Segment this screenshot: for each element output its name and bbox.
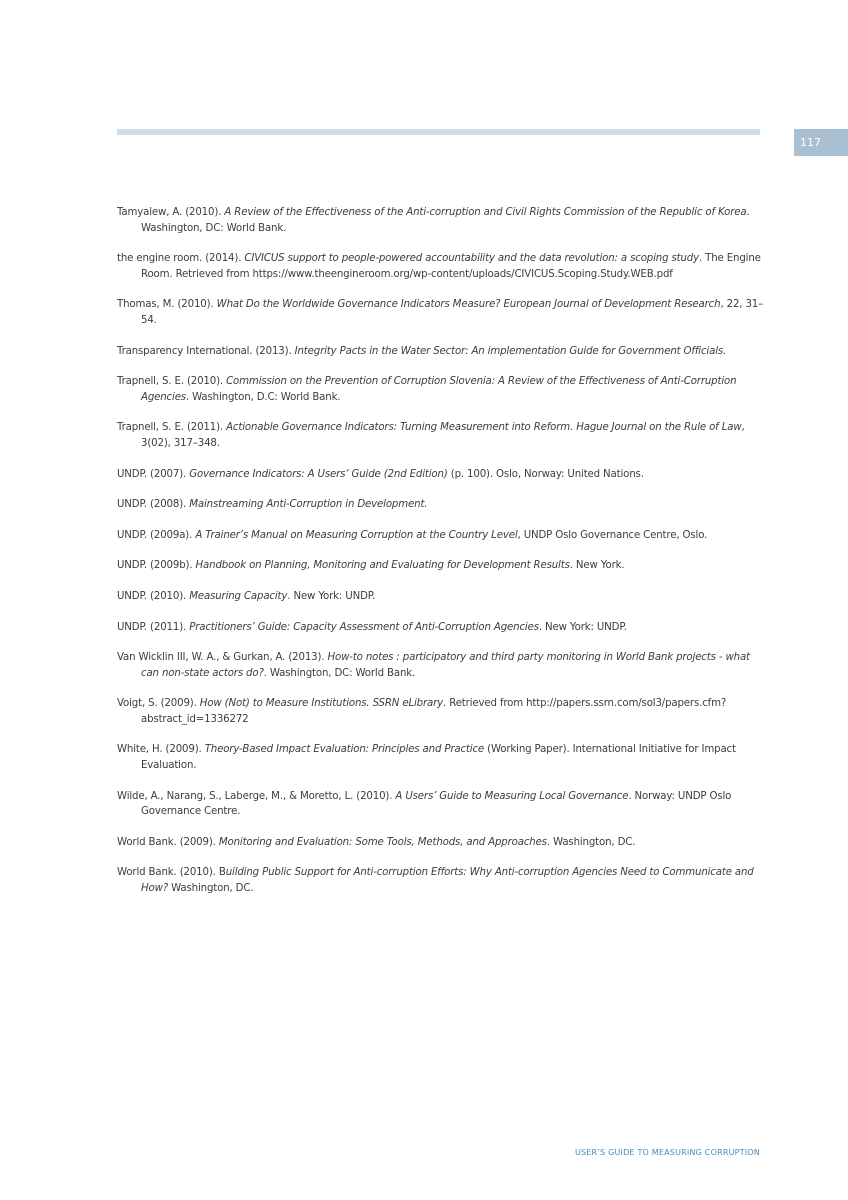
reference-lead: UNDP. (2008).	[117, 499, 190, 511]
reference-tail: . Washington, DC: World Bank.	[141, 207, 750, 234]
reference-item	[117, 344, 767, 360]
reference-tail: , UNDP Oslo Governance Centre, Oslo.	[517, 529, 708, 541]
reference-title: Measuring Capacity	[189, 590, 288, 602]
reference-item	[117, 835, 767, 851]
reference-tail: , 22, 31–54.	[141, 299, 764, 326]
reference-title: A Trainer’s Manual on Measuring Corruption at the Country Level	[195, 529, 518, 541]
reference-item	[117, 589, 767, 605]
reference-item	[117, 696, 767, 727]
reference-item	[117, 620, 767, 636]
page-number-tab	[794, 129, 848, 156]
reference-title: Mainstreaming Anti-Corruption in Development.	[189, 499, 428, 511]
reference-lead: UNDP. (2011).	[117, 621, 190, 633]
reference-tail: . New York.	[569, 560, 625, 572]
reference-lead: Transparency International. (2013).	[117, 345, 295, 357]
reference-tail: Washington, DC.	[168, 883, 254, 895]
reference-tail: , 3(02), 317–348.	[141, 422, 745, 449]
reference-item	[117, 865, 767, 896]
reference-lead: UNDP. (2009b).	[117, 560, 196, 572]
reference-tail: . Norway: UNDP Oslo Governance Centre.	[141, 790, 732, 818]
reference-title: Practitioners’ Guide: Capacity Assessment of Anti-Corruption Agencies	[189, 621, 539, 633]
reference-lead: Thomas, M. (2010).	[117, 299, 217, 311]
reference-tail: . Retrieved from http://papers.ssrn.com/sol3/papers.cfm?abstract_id=1336272	[141, 698, 727, 725]
reference-lead: World Bank. (2010). B	[117, 867, 226, 879]
reference-item	[117, 650, 767, 681]
reference-item	[117, 251, 767, 282]
reference-item	[117, 467, 767, 483]
reference-title: A Review of the Effectiveness of the Anti-corruption and Civil Rights Commission of the Republic of Korea	[224, 207, 747, 218]
reference-lead: UNDP. (2007).	[117, 468, 190, 480]
reference-title: Actionable Governance Indicators: Turning Measurement into Reform. Hague Journal on the Rule of Law	[226, 422, 742, 434]
reference-item	[117, 742, 767, 773]
reference-title: What Do the Worldwide Governance Indicators Measure? European Journal of Development Research	[216, 299, 721, 311]
reference-tail: (p. 100). Oslo, Norway: United Nations.	[447, 468, 644, 480]
reference-title: A Users’ Guide to Measuring Local Governance	[395, 790, 629, 802]
reference-tail: . Washington, D.C: World Bank.	[185, 391, 341, 403]
reference-tail: . Washington, DC.	[546, 836, 636, 848]
page-number: 117	[800, 136, 821, 149]
reference-tail: . Washington, DC: World Bank.	[263, 667, 416, 679]
reference-title: Commission on the Prevention of Corruption Slovenia: A Review of the Effectiveness of Anti-Corruption Agencies	[141, 376, 737, 403]
reference-list	[117, 205, 767, 912]
reference-lead: UNDP. (2010).	[117, 590, 190, 602]
reference-title: uilding Public Support for Anti-corruption Efforts: Why Anti-corruption Agencies Need to Communicate and How?	[141, 867, 754, 895]
reference-lead: Van Wicklin III, W. A., & Gurkan, A. (2013).	[117, 652, 328, 664]
reference-tail: . New York: UNDP.	[287, 590, 376, 602]
reference-item	[117, 374, 767, 405]
reference-title: Monitoring and Evaluation: Some Tools, Methods, and Approaches	[218, 836, 547, 848]
reference-lead: Tamyalew, A. (2010).	[117, 207, 225, 218]
reference-tail: . New York: UNDP.	[538, 621, 627, 633]
reference-item	[117, 297, 767, 328]
reference-item	[117, 205, 767, 236]
reference-title: Governance Indicators: A Users’ Guide (2nd Edition)	[189, 468, 448, 480]
reference-tail: . The Engine Room. Retrieved from https://www.theengineroom.org/wp-content/uploads/CIVICUS.Scoping.Study.WEB.pdf	[141, 253, 761, 280]
reference-lead: Wilde, A., Narang, S., Laberge, M., & Moretto, L. (2010).	[117, 790, 396, 802]
reference-title: Theory-Based Impact Evaluation: Principles and Practice	[204, 744, 485, 756]
reference-tail: (Working Paper). International Initiative for Impact Evaluation.	[141, 744, 736, 772]
reference-lead: World Bank. (2009).	[117, 836, 219, 848]
reference-title: How (Not) to Measure Institutions. SSRN eLibrary	[199, 698, 444, 710]
reference-title: Integrity Pacts in the Water Sector: An implementation Guide for Government Officials.	[294, 345, 727, 357]
reference-title: Handbook on Planning, Monitoring and Evaluating for Development Results	[195, 560, 570, 572]
reference-lead: Trapnell, S. E. (2011).	[117, 422, 227, 434]
reference-item	[117, 558, 767, 574]
reference-lead: the engine room. (2014).	[117, 253, 245, 265]
footer-running-title: USER’S GUIDE TO MEASURING CORRUPTION	[574, 1148, 760, 1157]
header-rule	[117, 129, 760, 135]
reference-item	[117, 528, 767, 544]
reference-lead: Voigt, S. (2009).	[117, 698, 200, 710]
reference-title: CIVICUS support to people-powered accountability and the data revolution: a scoping study	[244, 253, 699, 265]
reference-lead: Trapnell, S. E. (2010).	[117, 376, 227, 388]
reference-lead: White, H. (2009).	[117, 744, 205, 756]
reference-lead: UNDP. (2009a).	[117, 529, 196, 541]
reference-item	[117, 497, 767, 513]
reference-item	[117, 789, 767, 820]
reference-title: How-to notes : participatory and third party monitoring in World Bank projects - what can non-state actors do?	[141, 652, 750, 679]
reference-item	[117, 420, 767, 451]
